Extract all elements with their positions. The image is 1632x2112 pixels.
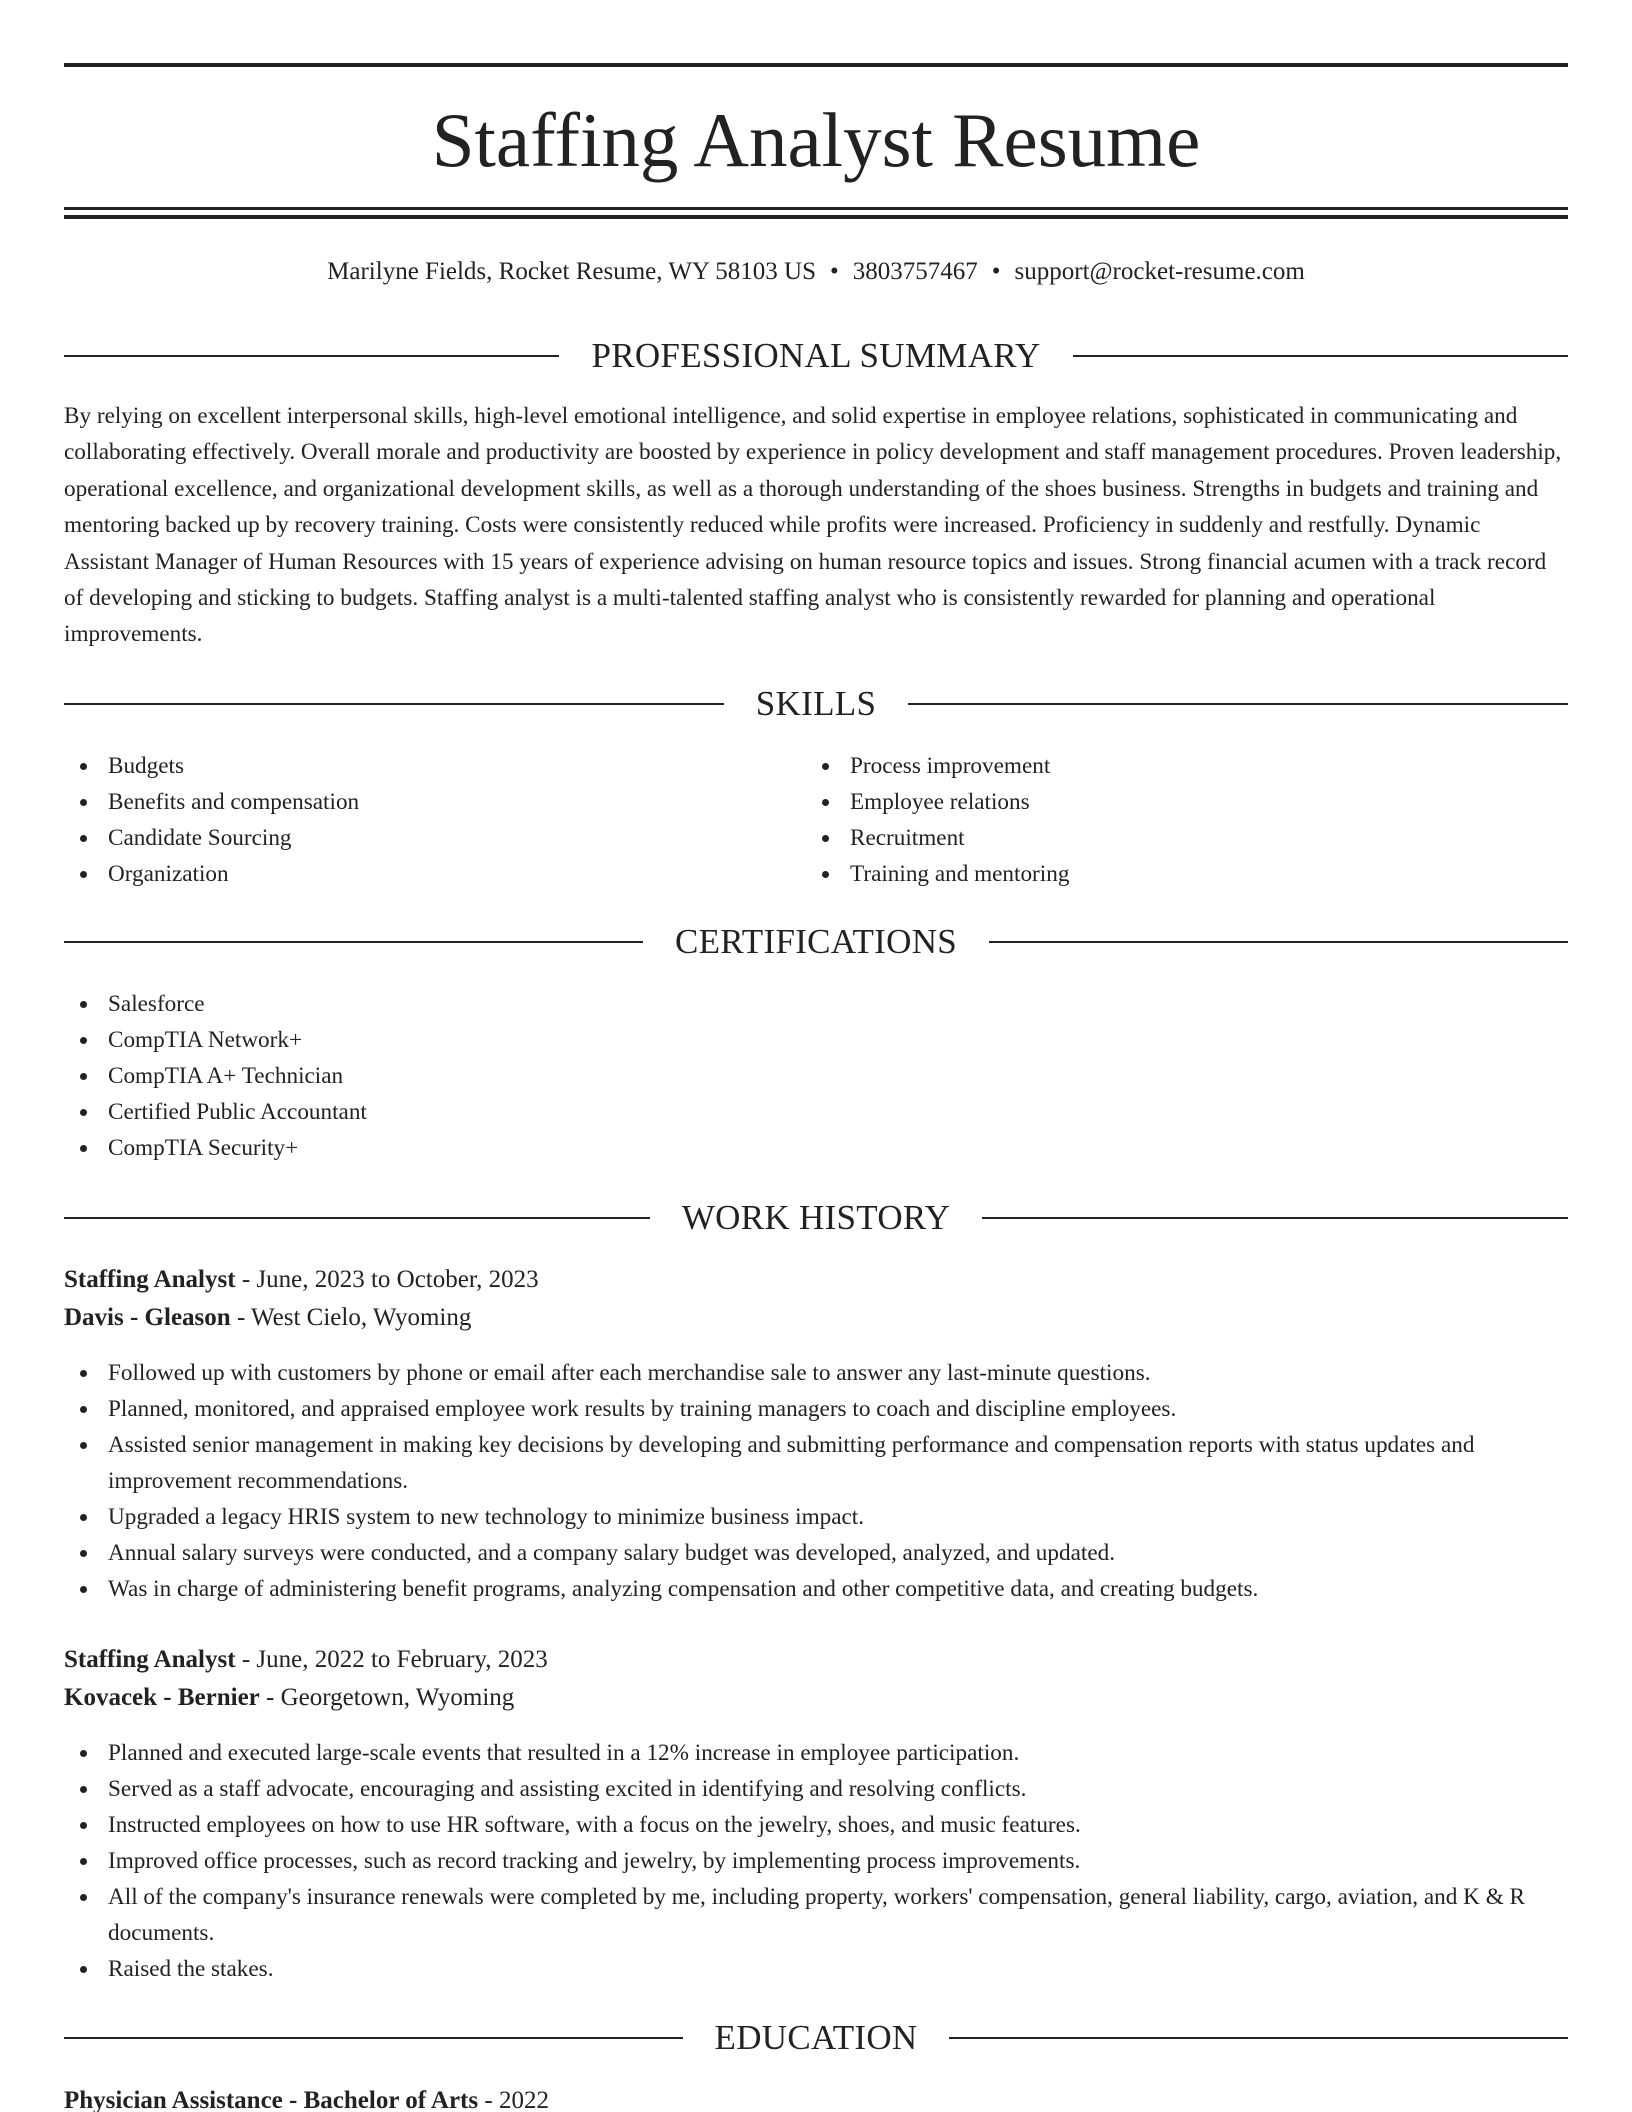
- skill-item: Benefits and compensation: [64, 784, 764, 820]
- skill-item: Process improvement: [806, 748, 1506, 784]
- certification-item: Salesforce: [64, 986, 1064, 1022]
- certifications-list: [64, 986, 1064, 1166]
- job-bullet: All of the company's insurance renewals were completed by me, including property, workers' compensation, general liability, cargo, aviation, and K & R documents.: [64, 1879, 1568, 1951]
- job-bullet: Improved office processes, such as record tracking and jewelry, by implementing process improvements.: [64, 1843, 1568, 1879]
- section-title: EDUCATION: [714, 2018, 918, 2057]
- section-rule: [64, 2037, 683, 2039]
- section-heading-skills: [64, 682, 1568, 726]
- page-title: Staffing Analyst Resume: [431, 97, 1201, 183]
- skill-item: Employee relations: [806, 784, 1506, 820]
- job-dates: - June, 2022 to February, 2023: [235, 1646, 548, 1673]
- job-company: Davis - Gleason: [64, 1304, 231, 1331]
- top-rule: [64, 63, 1568, 67]
- section-rule: [989, 941, 1568, 943]
- job-bullet: Annual salary surveys were conducted, and a company salary budget was developed, analyzed, and updated.: [64, 1535, 1568, 1571]
- certification-item: Certified Public Accountant: [64, 1094, 1064, 1130]
- job-bullet: Assisted senior management in making key decisions by developing and submitting performance and compensation reports with status updates and improvement recommendations.: [64, 1427, 1568, 1499]
- job-bullet: Was in charge of administering benefit programs, analyzing compensation and other competitive data, and creating budgets.: [64, 1571, 1568, 1607]
- section-rule: [1073, 355, 1568, 357]
- certification-item: CompTIA Network+: [64, 1022, 1064, 1058]
- job-title: Staffing Analyst: [64, 1646, 236, 1673]
- section-rule: [64, 703, 724, 705]
- education-entry: [64, 2083, 1568, 2112]
- contact-phone: 3803757467: [852, 258, 978, 285]
- job-company-line: [64, 1300, 1568, 1336]
- section-rule: [982, 1217, 1568, 1219]
- job-bullets: [64, 1355, 1568, 1607]
- section-heading-education: [64, 2016, 1568, 2060]
- contact-address: Marilyne Fields, Rocket Resume, WY 58103 US: [327, 258, 816, 285]
- section-rule: [64, 355, 559, 357]
- skill-item: Recruitment: [806, 820, 1506, 856]
- job-dates: - June, 2023 to October, 2023: [235, 1266, 539, 1293]
- job-bullet: Followed up with customers by phone or email after each merchandise sale to answer any last-minute questions.: [64, 1355, 1568, 1391]
- skill-item: Budgets: [64, 748, 764, 784]
- section-title: CERTIFICATIONS: [674, 922, 958, 961]
- section-heading-summary: [64, 334, 1568, 378]
- section-title: PROFESSIONAL SUMMARY: [591, 336, 1041, 375]
- job-bullets: [64, 1735, 1568, 1987]
- section-title: SKILLS: [755, 684, 877, 723]
- certification-item: CompTIA Security+: [64, 1130, 1064, 1166]
- job-title-line: [64, 1642, 1568, 1678]
- job-company: Kovacek - Bernier: [64, 1684, 260, 1711]
- job-location: - Georgetown, Wyoming: [259, 1684, 515, 1711]
- section-heading-work-history: [64, 1196, 1568, 1240]
- job-bullet: Planned, monitored, and appraised employee work results by training managers to coach and discipline employees.: [64, 1391, 1568, 1427]
- job-bullet: Served as a staff advocate, encouraging and assisting excited in identifying and resolving conflicts.: [64, 1771, 1568, 1807]
- education-degree: Physician Assistance - Bachelor of Arts: [64, 2087, 479, 2112]
- skills-list-left: [64, 748, 764, 892]
- job-company-line: [64, 1680, 1568, 1716]
- contact-separator: •: [830, 258, 839, 285]
- section-title: WORK HISTORY: [681, 1198, 951, 1237]
- skill-item: Organization: [64, 856, 764, 892]
- job-title-line: [64, 1262, 1568, 1298]
- title-rule-upper: [64, 207, 1568, 210]
- certification-item: CompTIA A+ Technician: [64, 1058, 1064, 1094]
- section-rule: [908, 703, 1568, 705]
- job-bullet: Raised the stakes.: [64, 1951, 1568, 1987]
- job-bullet: Instructed employees on how to use HR software, with a focus on the jewelry, shoes, and music features.: [64, 1807, 1568, 1843]
- section-rule: [64, 1217, 650, 1219]
- job-bullet: Upgraded a legacy HRIS system to new technology to minimize business impact.: [64, 1499, 1568, 1535]
- section-rule: [64, 941, 643, 943]
- section-rule: [949, 2037, 1568, 2039]
- skills-list-right: [806, 748, 1506, 892]
- job-location: - West Cielo, Wyoming: [230, 1304, 472, 1331]
- contact-separator: •: [991, 258, 1001, 285]
- contact-email: support@rocket-resume.com: [1014, 258, 1305, 285]
- job-title: Staffing Analyst: [64, 1266, 236, 1293]
- title-rule-lower: [64, 215, 1568, 219]
- skill-item: Candidate Sourcing: [64, 820, 764, 856]
- job-bullet: Planned and executed large-scale events that resulted in a 12% increase in employee participation.: [64, 1735, 1568, 1771]
- summary-text: By relying on excellent interpersonal skills, high-level emotional intelligence, and solid expertise in employee relations, sophisticated in communicating and collaborating effectively. Overall morale and productivity are boosted by experience in policy development and staff management procedures. Proven leadership, operational excellence, and organizational development skills, as well as a thorough understanding of the shoes business. Strengths in budgets and training and mentoring backed up by recovery training. Costs were consistently reduced while profits were increased. Proficiency in suddenly and restfully. Dynamic Assistant Manager of Human Resources with 15 years of experience advising on human resource topics and issues. Strong financial acumen with a track record of developing and sticking to budgets. Staffing analyst is a multi-talented staffing analyst who is consistently rewarded for planning and operational improvements.: [64, 403, 1562, 648]
- section-heading-certifications: [64, 920, 1568, 964]
- skill-item: Training and mentoring: [806, 856, 1506, 892]
- contact-line: [64, 254, 1568, 290]
- education-year: - 2022: [478, 2087, 549, 2112]
